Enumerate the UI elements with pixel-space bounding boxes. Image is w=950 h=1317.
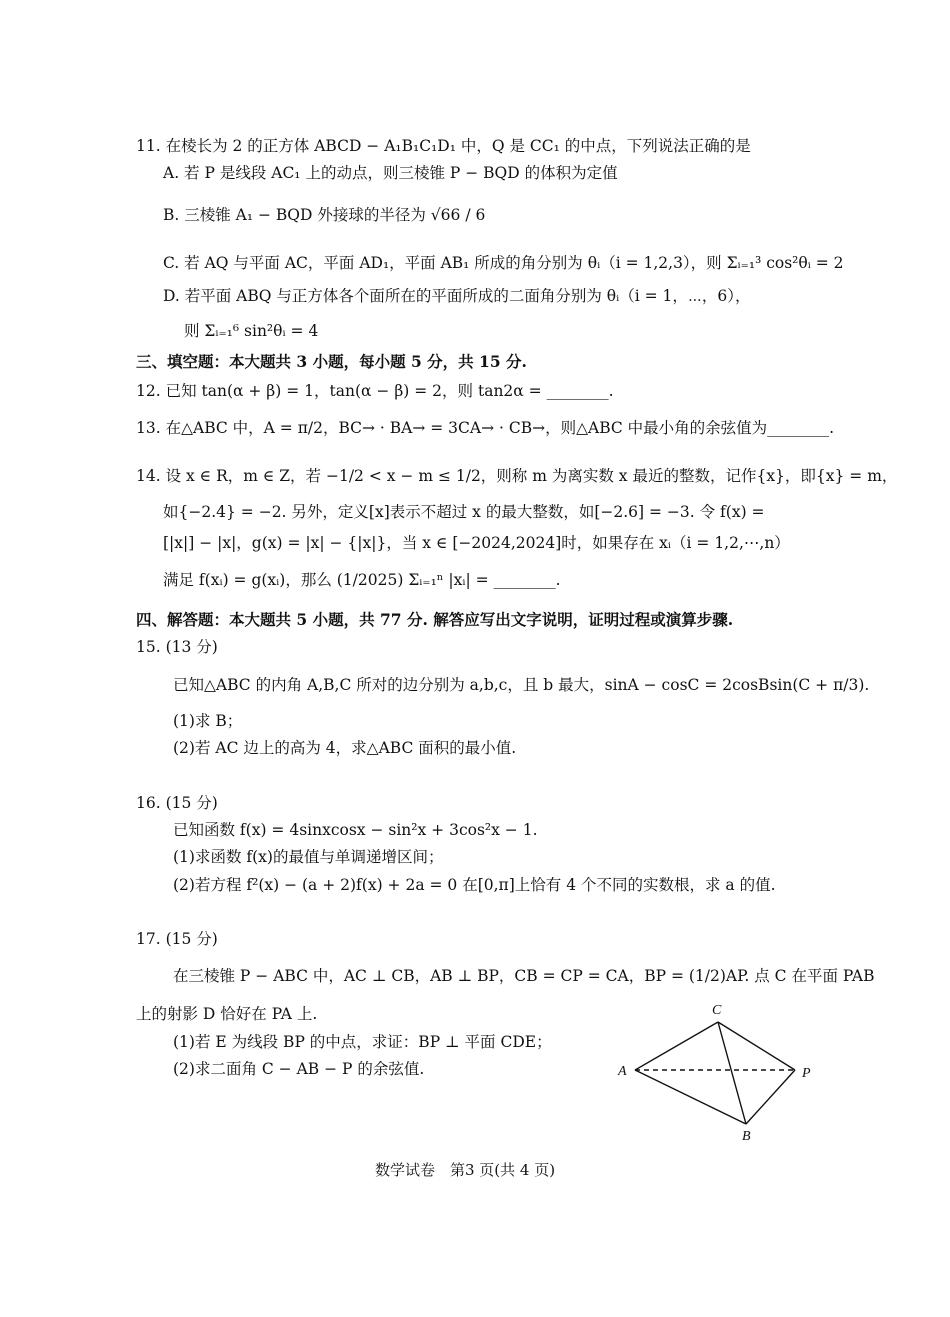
q17-stem-line1: 在三棱锥 P − ABC 中，AC ⊥ CB，AB ⊥ BP，CB = CP = CA，BP = (1/2)AP. 点 C 在平面 PAB bbox=[173, 967, 875, 985]
section4-heading: 四、解答题：本大题共 5 小题，共 77 分. 解答应写出文字说明，证明过程或演算步骤. bbox=[136, 610, 734, 629]
edge-ab bbox=[635, 1070, 746, 1124]
edge-ac bbox=[635, 1022, 718, 1070]
section3-heading: 三、填空题：本大题共 3 小题，每小题 5 分，共 15 分. bbox=[136, 352, 527, 371]
q11-option-c: C. 若 AQ 与平面 AC，平面 AD₁，平面 AB₁ 所成的角分别为 θᵢ（i = 1,2,3），则 Σᵢ₌₁³ cos²θᵢ = 2 bbox=[163, 254, 844, 272]
pyramid-figure bbox=[610, 998, 825, 1146]
edge-bp bbox=[746, 1070, 795, 1124]
q15-heading: 15. (13 分) bbox=[136, 638, 218, 656]
q11-stem: 11. 在棱长为 2 的正方体 ABCD − A₁B₁C₁D₁ 中，Q 是 CC₁ 的中点，下列说法正确的是 bbox=[136, 137, 751, 155]
q15-part2: (2)若 AC 边上的高为 4，求△ABC 面积的最小值. bbox=[173, 739, 517, 757]
page-footer: 数学试卷 第3 页(共 4 页) bbox=[375, 1161, 556, 1179]
q14-line4: 满足 f(xᵢ) = g(xᵢ)，那么 (1/2025) Σᵢ₌₁ⁿ |xᵢ| = ________. bbox=[163, 571, 561, 589]
q15-part1: (1)求 B； bbox=[173, 712, 243, 730]
q14-line1: 14. 设 x ∈ R，m ∈ Z，若 −1/2 < x − m ≤ 1/2，则称 m 为离实数 x 最近的整数，记作{x}，即{x} = m， bbox=[136, 467, 898, 485]
q16-part2: (2)若方程 f²(x) − (a + 2)f(x) + 2a = 0 在[0,π]上恰有 4 个不同的实数根，求 a 的值. bbox=[173, 876, 776, 894]
q17-stem-line2: 上的射影 D 恰好在 PA 上. bbox=[136, 1005, 318, 1023]
q16-part1: (1)求函数 f(x)的最值与单调递增区间； bbox=[173, 848, 444, 866]
q17-heading: 17. (15 分) bbox=[136, 930, 218, 948]
vertex-label-b: B bbox=[742, 1129, 751, 1144]
q12: 12. 已知 tan(α + β) = 1，tan(α − β) = 2，则 tan2α = ________. bbox=[136, 382, 614, 400]
vertex-label-c: C bbox=[712, 1003, 722, 1018]
q16-stem: 已知函数 f(x) = 4sinxcosx − sin²x + 3cos²x − 1. bbox=[173, 821, 538, 839]
q11-option-a: A. 若 P 是线段 AC₁ 上的动点，则三棱锥 P − BQD 的体积为定值 bbox=[163, 164, 618, 182]
q11-option-b: B. 三棱锥 A₁ − BQD 外接球的半径为 √66 / 6 bbox=[163, 206, 486, 224]
vertex-label-p: P bbox=[802, 1066, 811, 1081]
q15-stem: 已知△ABC 的内角 A,B,C 所对的边分别为 a,b,c，且 b 最大，sinA − cosC = 2cosBsin(C + π/3). bbox=[173, 676, 870, 694]
q13: 13. 在△ABC 中，A = π/2，BC→ · BA→ = 3CA→ · CB→，则△ABC 中最小角的余弦值为________. bbox=[136, 419, 835, 437]
q16-heading: 16. (15 分) bbox=[136, 794, 218, 812]
q11-option-d-line2: 则 Σᵢ₌₁⁶ sin²θᵢ = 4 bbox=[184, 322, 319, 340]
q17-part2: (2)求二面角 C − AB − P 的余弦值. bbox=[173, 1060, 425, 1078]
q14-line2: 如{−2.4} = −2. 另外，定义[x]表示不超过 x 的最大整数，如[−2.6] = −3. 令 f(x) = bbox=[163, 503, 765, 521]
q17-part1: (1)若 E 为线段 BP 的中点，求证：BP ⊥ 平面 CDE； bbox=[173, 1033, 552, 1051]
q11-option-d-line1: D. 若平面 ABQ 与正方体各个面所在的平面所成的二面角分别为 θᵢ（i = 1，⋯，6）， bbox=[163, 287, 751, 305]
q14-line3: [|x|] − |x|，g(x) = |x| − {|x|}，当 x ∈ [−2024,2024]时，如果存在 xᵢ（i = 1,2,⋯,n） bbox=[163, 534, 790, 552]
vertex-label-a: A bbox=[618, 1064, 627, 1079]
